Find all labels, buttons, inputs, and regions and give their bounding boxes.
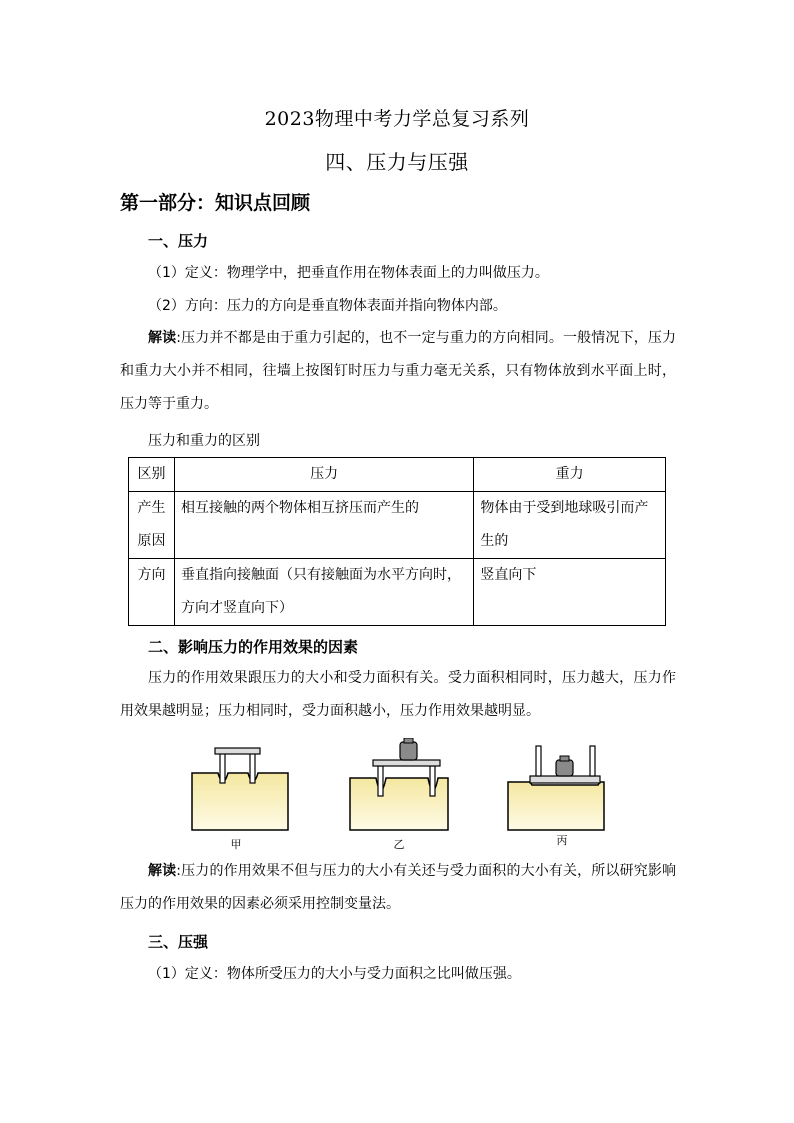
table-top-yi: [373, 760, 440, 766]
weight-bing: [556, 760, 573, 776]
document-title: 2023物理中考力学总复习系列: [264, 108, 530, 130]
interpretation-paragraph: [120, 322, 676, 421]
figure-label: 丙: [556, 834, 568, 847]
figure-jia: [192, 748, 288, 851]
table-cell: 垂直指向接触面（只有接触面为水平方向时，方向才竖直向下）: [174, 559, 473, 626]
table-cell: 产生原因: [129, 492, 175, 559]
section-heading-pressure: 一、压力: [148, 232, 209, 250]
figure-yi: [350, 738, 448, 851]
interpretation-label: 解读: [148, 330, 177, 346]
definition-item-2: （1）定义：物体所受压力的大小与受力面积之比叫做压强。: [148, 966, 521, 982]
sponge-jia: [192, 773, 288, 830]
table-legs-jia: [220, 753, 225, 783]
table-header-cell: 重力: [474, 458, 666, 492]
table-header-row: [129, 458, 666, 492]
document-subtitle: 四、压力与压强: [325, 150, 469, 174]
weight-yi: [400, 742, 417, 760]
table-top-jia: [215, 748, 260, 754]
figure-label: 甲: [230, 838, 242, 851]
table-top-bing: [530, 776, 600, 783]
table-legs-bing: [536, 746, 541, 776]
direction-item: （2）方向：压力的方向是垂直物体表面并指向物体内部。: [148, 298, 507, 314]
section-heading-pressure-intensity: 三、压强: [148, 933, 209, 951]
table-legs-yi: [378, 766, 383, 796]
interpretation-paragraph-2: [120, 855, 676, 921]
table-header-cell: 区别: [129, 458, 175, 492]
experiment-figure: [190, 738, 630, 858]
interpretation-text: :压力的作用效果不但与压力的大小有关还与受力面积的大小有关，所以研究影响压力的作用效果的因素必须采用控制变量法。: [120, 863, 677, 912]
table-cell: 竖直向下: [474, 559, 666, 626]
sponge-bing: [508, 782, 604, 830]
table-cell: 相互接触的两个物体相互挤压而产生的: [174, 492, 473, 559]
definition-item: （1）定义：物理学中，把垂直作用在物体表面上的力叫做压力。: [148, 265, 549, 281]
figure-bing: [508, 746, 604, 847]
part-heading: 第一部分：知识点回顾: [120, 192, 311, 214]
table-header-cell: 压力: [174, 458, 473, 492]
table-row: [129, 492, 666, 559]
interpretation-label: 解读: [148, 863, 177, 879]
table-caption: 压力和重力的区别: [148, 433, 260, 449]
table-row: [129, 559, 666, 626]
table-cell: 方向: [129, 559, 175, 626]
section-heading-effect: 二、影响压力的作用效果的因素: [148, 638, 359, 656]
interpretation-text: :压力并不都是由于重力引起的，也不一定与重力的方向相同。一般情况下，压力和重力大小并不相同，往墙上按图钉时压力与重力毫无关系，只有物体放到水平面上时，压力等于重力。: [120, 330, 677, 412]
figure-label: 乙: [393, 838, 405, 851]
effect-paragraph: 压力的作用效果跟压力的大小和受力面积有关。受力面积相同时，压力越大，压力作用效果越明显；压力相同时，受力面积越小，压力作用效果越明显。: [120, 670, 676, 719]
comparison-table: [128, 457, 666, 626]
table-cell: 物体由于受到地球吸引而产生的: [474, 492, 666, 559]
